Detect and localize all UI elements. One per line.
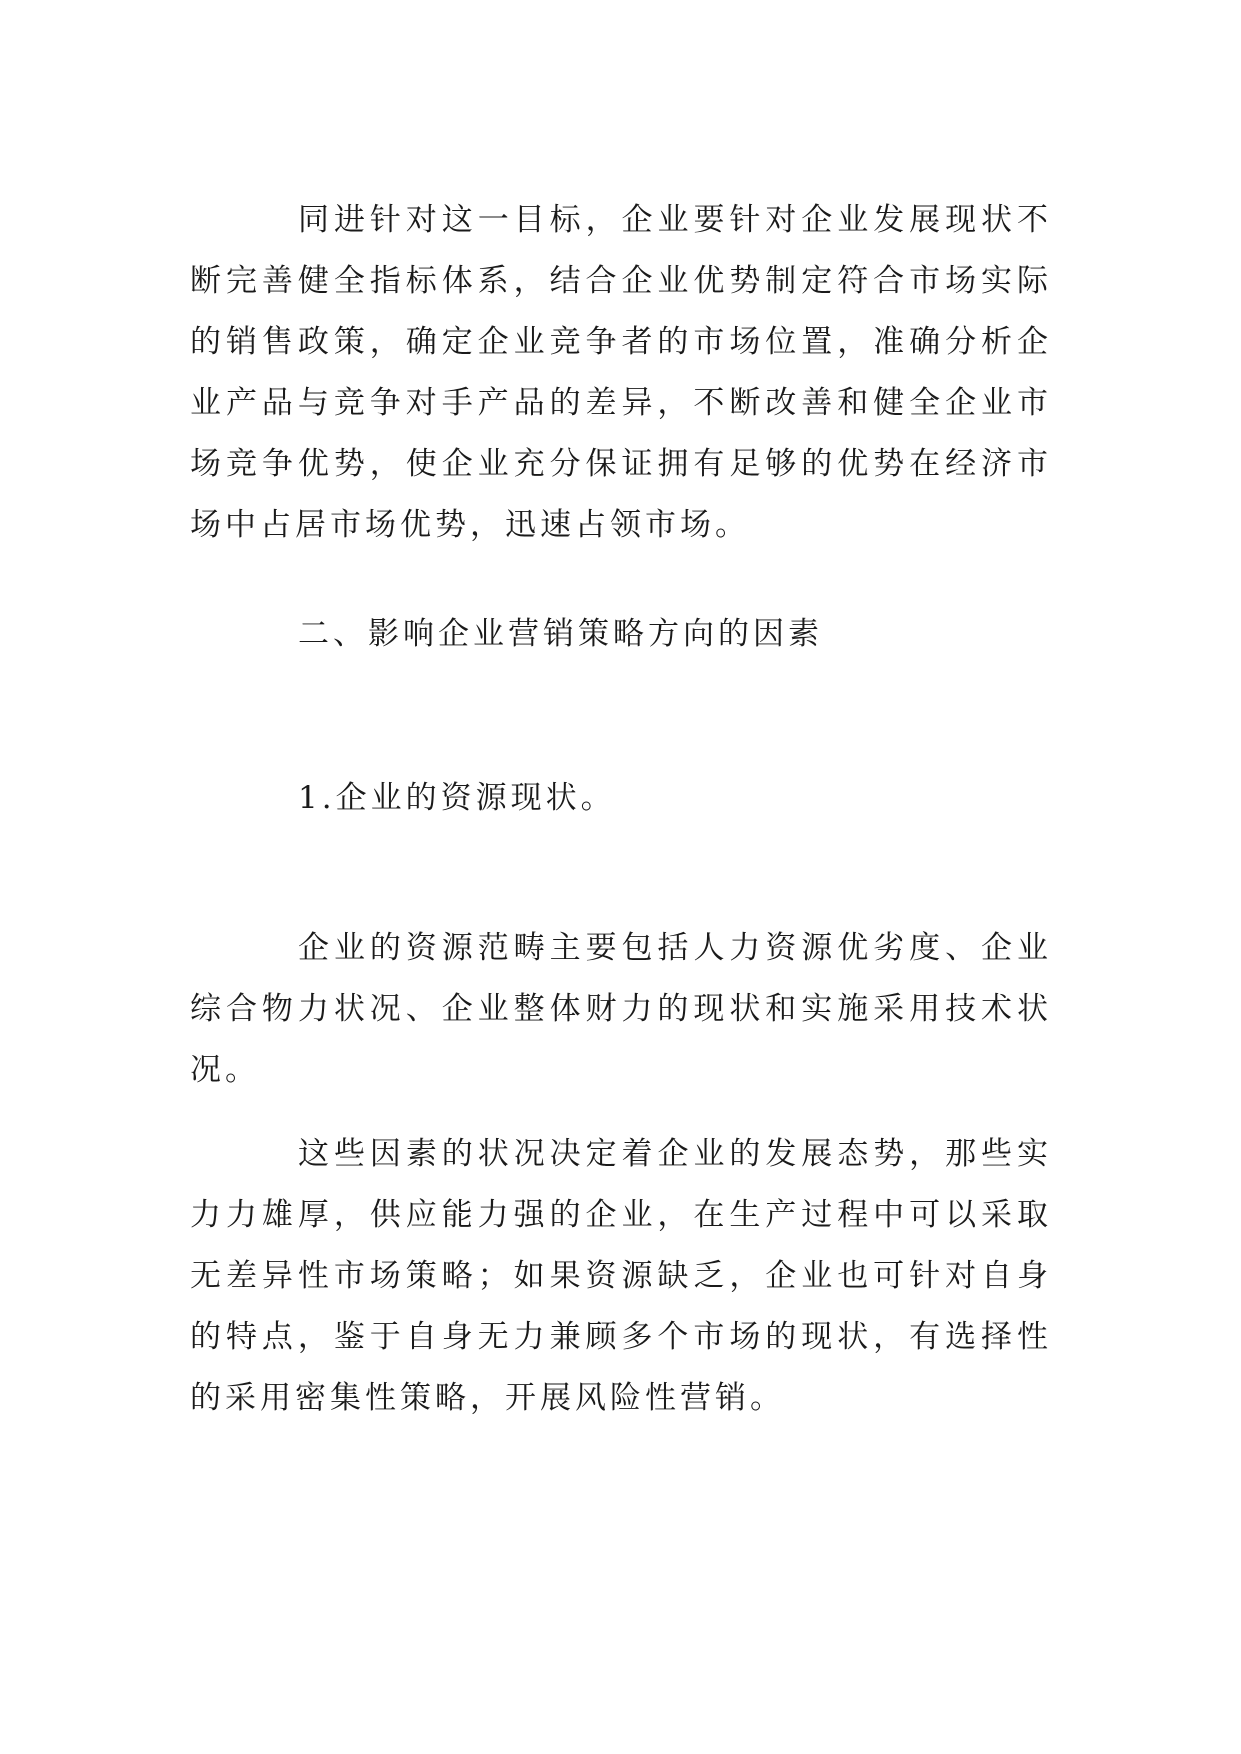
subsection-heading: 1.企业的资源现状。 <box>298 780 616 816</box>
paragraph-market-advantage: 同进针对这一目标，企业要针对企业发展现状不断完善健全指标体系，结合企业优势制定符合市场实际的销售政策，确定企业竞争者的市场位置，准确分析企业产品与竞争对手产品的差异，不断改善和健全企业市场竞争优势，使企业充分保证拥有足够的优势在经济市场中占居市场优势，迅速占领市场。 <box>190 202 1052 543</box>
paragraph-resource-scope: 企业的资源范畴主要包括人力资源优劣度、企业综合物力状况、企业整体财力的现状和实施采用技术状况。 <box>190 930 1052 1088</box>
section-heading: 二、影响企业营销策略方向的因素 <box>298 616 823 652</box>
paragraph-resource-strategy: 这些因素的状况决定着企业的发展态势，那些实力力雄厚，供应能力强的企业，在生产过程中可以采取无差异性市场策略；如果资源缺乏，企业也可针对自身的特点，鉴于自身无力兼顾多个市场的现状，有选择性的采用密集性策略，开展风险性营销。 <box>190 1136 1052 1416</box>
